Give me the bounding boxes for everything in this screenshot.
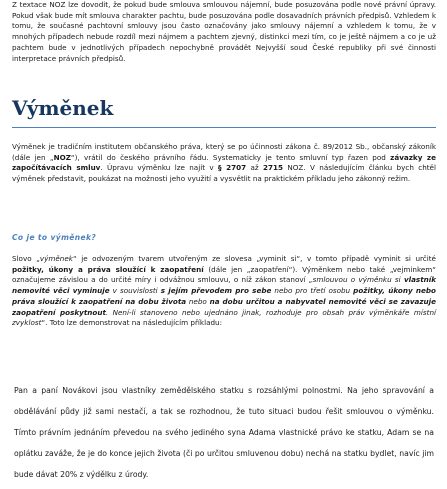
page-title: Výměnek: [12, 96, 114, 120]
slovo-bold-italic: na dobu určitou a nabyvatel nemovité věci se zavazuje zaopatření poskytnout: [12, 296, 437, 317]
definition-text: Výměnek je tradičním institutem občanského práva, který se po účinnosti zákona č. 89/2012 Sb., občanský zákoník (dále jen „: [12, 142, 436, 162]
slovo-text: “. Toto lze demonstrovat na následujícím příkladu:: [41, 318, 223, 328]
definition-bold-zavazky: závazky ze započítávacích smluv: [12, 152, 436, 173]
slovo-italic: „smlouvou o výměnku si: [308, 275, 404, 285]
slovo-italic: v souvislosti: [109, 286, 161, 296]
definition-text: “), vrátil do českého právního řádu. Systematicky je tento smluvní typ řazen pod: [70, 152, 391, 162]
slovo-paragraph: [12, 254, 436, 329]
slovo-italic: nebo pro třetí osobu: [271, 286, 354, 296]
definition-text: NOZ. V následujícím článku bych chtěl výměnek představit, poukázat na možnosti jeho využití a vysvětlit na praktickém příkladu jeho zákonný režim.: [12, 163, 436, 184]
slovo-bold-italic: vlastník nemovité věci vyminuje: [12, 275, 437, 296]
slovo-italic: nebo: [186, 296, 210, 306]
example-paragraph: Pan a paní Novákovi jsou vlastníky zemědělského statku s rozsáhlými polnostmi. Na jeho spravování a obdělávání půdy již sami nestačí, a tak se rozhodnou, že tuto situaci budou řešit smlouvou o výměnku. Tímto právním jednáním převedou na svého jediného syna Adama vlastnické právo ke statku, Adam se na oplátku zaváže, že je do konce jejich života (či po určitou smluvenou dobu) nechá na statku bydlet, navíc jim bude dávat 20% z výdělku z úrody.: [14, 386, 434, 479]
definition-text: . Úpravu výměnku lze najít v: [100, 163, 218, 173]
slovo-text: “ je odvozeným tvarem utvořeným ze slovesa „vyminit si“, v tomto případě vyminit si určité: [72, 254, 436, 263]
definition-bold-section-end: 2715: [263, 163, 284, 173]
intro-paragraph: Z textace NOZ lze dovodit, že pokud bude smlouva smlouvou nájemní, bude posuzována podle nové právní úpravy. Pokud však bude mít smlouva charakter pachtu, bude posuzována podle dosavadních právních předpisů. Vzhledem k tomu, že současné pachtovní smlouvy jsou často označovány jako smlouvy nájemní a vzhledem k tomu, že v mnohých případech nebude rozdíl mezi nájmem a pachtem zjevný, distinkci mezi tím, co je ještě nájmem a co je už pachtem bude v jednotlivých případech nepochybně provádět Nejvyšší soud České republiky při své činnosti interpretace právních předpisů.: [12, 0, 436, 63]
title-underline: [12, 127, 436, 128]
slovo-italic: výměnek: [39, 254, 73, 263]
slovo-text: (dále jen „zaopatření“). Výměnkem nebo také „vejminkem“ označujeme závislou a do určité míry i odvážnou smlouvu, o níž zákon stanoví: [12, 264, 436, 285]
definition-text: až: [246, 163, 264, 173]
slovo-text: Slovo „: [12, 254, 40, 263]
slovo-bold: požitky, úkony a práva sloužící k zaopatření: [12, 264, 204, 274]
slovo-bold-italic: s jejím převodem pro sebe: [160, 286, 272, 296]
slovo-bold-italic: požitky, úkony nebo práva sloužící k zaopatření na dobu života: [12, 286, 436, 306]
slovo-italic: . Není-li stanoveno nebo ujednáno jinak, rozhoduje pro obsah práv výměnkáře místní zvyklost: [12, 307, 436, 328]
section-subheading: Co je to výměnek?: [12, 233, 97, 242]
definition-bold-noz: NOZ: [53, 152, 71, 162]
definition-bold-section: § 2707: [217, 163, 247, 173]
definition-paragraph: [12, 142, 436, 185]
